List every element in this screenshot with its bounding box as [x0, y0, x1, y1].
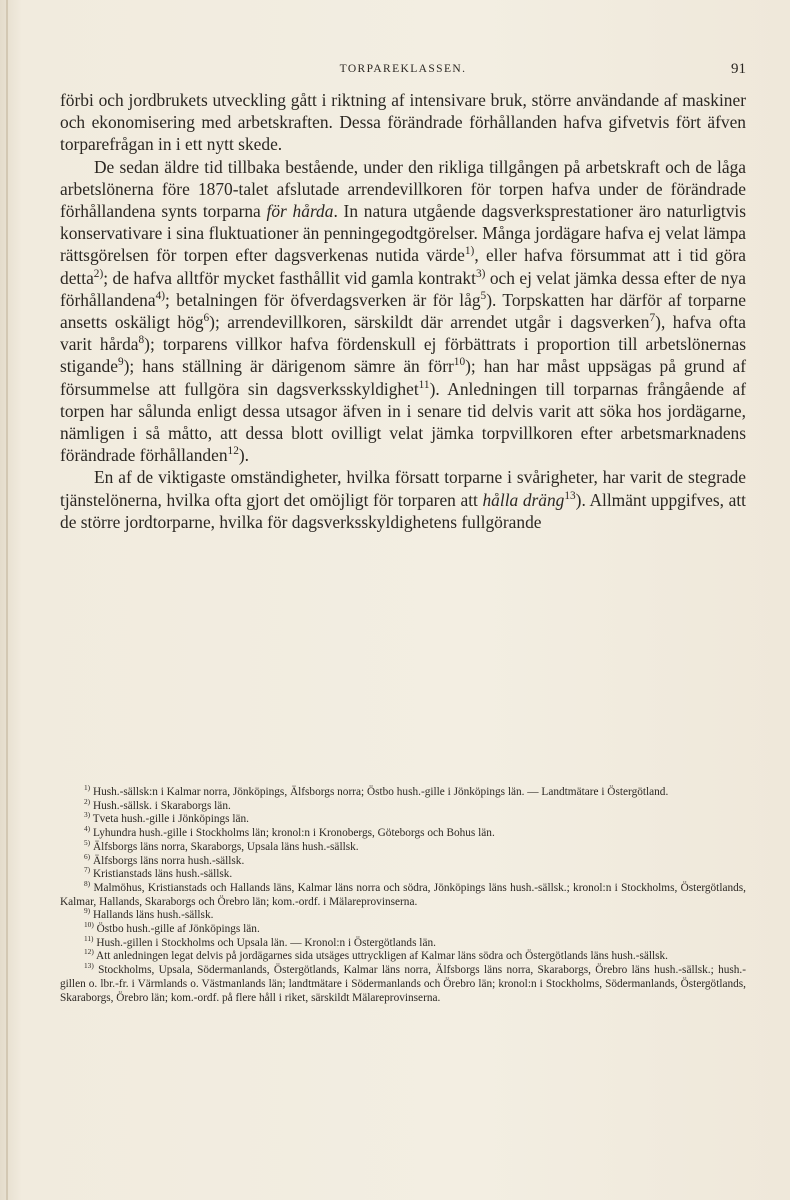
footnote: $^{2)}$ Hush.-sällsk. i Skaraborgs län. — [84, 796, 231, 812]
emphasis-halla-drang: hålla dräng — [482, 489, 565, 510]
footnote: $^{5)}$ Älfsborgs läns norra, Skaraborgs, Upsala läns hush.-sällsk. — [84, 838, 359, 853]
footnote-ref-8: 8 — [138, 334, 145, 347]
footnote: $^{4)}$ Lyhundra hush.-gille i Stockholms län; kronol:n i Kronobergs, Göteborgs och Bohus län. — [84, 824, 495, 840]
footnote: $^{10)}$ Östbo hush.-gille af Jönköpings län. — [84, 920, 260, 936]
running-header — [60, 63, 746, 83]
footnote: $^{3)}$ Tveta hush.-gille i Jönköpings län. — [84, 810, 249, 826]
footnote-ref-11: 11 — [418, 378, 430, 391]
footnote-ref-12: 12 — [227, 445, 239, 458]
footnote-ref-3: 3) — [475, 267, 486, 280]
footnote-ref-1: 1) — [464, 245, 475, 258]
page-number: 91 — [731, 61, 746, 77]
footnote: $^{7)}$ Kristianstads läns hush.-sällsk. — [84, 865, 233, 881]
emphasis-for-harda: för hårda — [266, 201, 334, 222]
footnote: $^{13)}$ Stockholms, Upsala, Södermanlands, Östergötlands, Kalmar läns norra, Älfsborgs läns norra, Skaraborgs, Örebro läns hush.-sällsk.; hush.-gillen o. lbr.-fr. i Värmlands o. Västmanlands län; landtmätare i Södermanlands och Örebro län; kronol:n i Stockholms, Södermanlands, Östergötlands, Skaraborgs, Örebro län; kom.-ordf. på flere håll i riket, särskildt Mälareprovinserna. — [60, 961, 746, 1004]
running-title: TORPAREKLASSEN. — [339, 63, 467, 75]
paragraph-1: förbi och jordbrukets utveckling gått i riktning af intensivare bruk, större användande af maskiner och ekonomisering med arbetskraften. Dessa förändrade förhållanden hafva gifvetvis fört äfven torparefrågan in i ett nytt skede. — [60, 90, 746, 155]
footnote-ref-9: 9 — [117, 356, 124, 369]
footnote-ref-7: 7 — [649, 312, 656, 325]
footnote-ref-13: 13 — [564, 489, 576, 502]
footnote: $^{8)}$ Malmöhus, Kristianstads och Hallands läns, Kalmar läns norra och södra, Jönköpings läns hush.-sällsk.; kronol:n i Stockholms, Östergötlands, Kalmar, Hallands, Skaraborgs och Örebro län; kom.-ordf. i Mälareprovinserna. — [60, 879, 746, 908]
footnote: $^{6)}$ Älfsborgs läns norra hush.-sällsk. — [84, 851, 245, 867]
footnotes — [60, 783, 746, 1005]
footnote: $^{1)}$ Hush.-sällsk:n i Kalmar norra, Jönköpings, Älfsborgs norra; Östbo hush.-gille i Jönköpings län. — Landtmätare i Östergötland. — [84, 783, 669, 798]
footnote-ref-6: 6 — [203, 312, 210, 325]
footnote-ref-10: 10 — [453, 356, 466, 369]
paragraph-3: En af de viktigaste omständigheter, hvilka försatt torparne i svårigheter, har varit de stegrade tjänstelönerna, hvilka ofta gjort det omöjligt för torparen att hålla dräng$^{13}$). Allmänt uppgifves, att de större jordtorparne, hvilka för dagsverksskyldighetens fullgörande — [60, 467, 746, 532]
footnote: $^{12)}$ Att anledningen legat delvis på jordägarnes sida utsäges uttryckligen af Kalmar läns södra och Östergötlands läns hush.-sällsk. — [84, 947, 669, 963]
body-text — [60, 89, 746, 533]
footnote: $^{11)}$ Hush.-gillen i Stockholms och Upsala län. — Kronol:n i Östergötlands län. — [84, 933, 436, 949]
page-gutter — [6, 0, 8, 1200]
footnote-ref-5: 5 — [480, 290, 487, 303]
footnote-ref-4: 4) — [155, 290, 166, 303]
footnote-ref-2: 2) — [93, 267, 104, 280]
footnote: $^{9)}$ Hallands läns hush.-sällsk. — [84, 906, 214, 922]
paragraph-2: De sedan äldre tid tillbaka bestående, under den rikliga tillgången på arbetskraft och de låga arbetslönerna före 1870-talet afslutade arrendevillkoren för torpen hafva under de förändrade förhållandena synts torparna för hårda. In natura utgående dagsverksprestationer äro naturligtvis konservativare i sina fluktuationer än penningegodtgörelser. Många jordägare hafva ej velat lämpa rättsgörelsen för torpen efter dagsverkenas nutida värde$^{1)}$, eller hafva försummat att i tid göra detta$^{2)}$; de hafva alltför mycket fasthållit vid gamla kontrakt$^{3)}$ och ej velat jämka dessa efter de nya förhållandena$^{4)}$; betalningen för öfverdagsverken är för låg$^5$). Torpskatten har därför af torparne ansetts oskäligt hög$^6$); arrendevillkoren, särskildt där arrendet utgår i dagsverken$^7$), hafva ofta varit hårda$^8$); torparens villkor hafva fördenskull ej förbättrats i proportion till arbetslönernas stigande$^9$); hans ställning är därigenom sämre än förr$^{10}$); han har måst uppsägas på grund af försummelse att fullgöra sin dagsverksskyldighet$^{11}$). Anledningen till torparnas frångående af torpen har sålunda enligt dessa utsagor äfven in i senare tid delvis varit att söka hos jordägarne, nämligen i så måtto, att dessa blott ovilligt velat jämka torpvillkoren efter arbetsmarknadens förändrade förhållanden$^{12}$). — [60, 156, 747, 466]
